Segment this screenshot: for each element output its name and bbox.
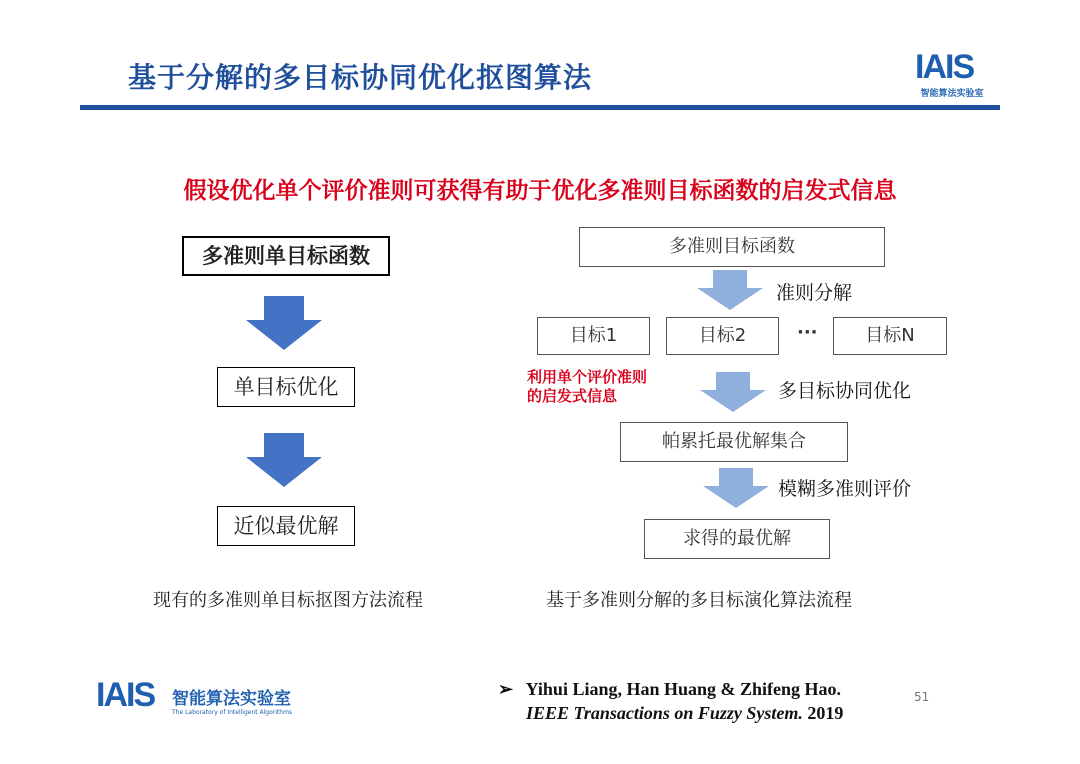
left-node-approximate-optimum: 近似最优解 [217, 506, 355, 546]
page-number: 51 [914, 690, 930, 704]
objectives-ellipsis: ··· [797, 322, 818, 343]
right-caption: 基于多准则分解的多目标演化算法流程 [546, 590, 852, 611]
lab-logo [915, 50, 989, 104]
right-node-multi-criteria-objective: 多准则目标函数 [579, 227, 885, 267]
label-fuzzy-evaluation: 模糊多准则评价 [778, 478, 912, 500]
left-node-multi-criteria-single-objective: 多准则单目标函数 [182, 236, 390, 276]
footer-logo-english: The Laboratory of Intelligent Algorithms [172, 709, 293, 716]
label-multi-objective-cooptimization: 多目标协同优化 [778, 380, 912, 402]
citation-year: 2019 [807, 703, 844, 723]
footer-logo-mark: IAIS [96, 676, 155, 714]
footer-logo [96, 676, 154, 715]
down-arrow-icon [700, 372, 766, 412]
footer-logo-text [172, 684, 292, 716]
left-caption: 现有的多准则单目标抠图方法流程 [153, 590, 423, 611]
headline-hypothesis: 假设优化单个评价准则可获得有助于优化多准则目标函数的启发式信息 [183, 178, 897, 204]
title-rule [80, 105, 1000, 110]
down-arrow-icon [697, 270, 763, 310]
objective-1-box: 目标1 [537, 317, 650, 355]
bullet-icon: ➢ [498, 679, 514, 699]
down-arrow-icon [246, 433, 322, 487]
label-criteria-decomposition: 准则分解 [776, 282, 853, 304]
red-note-heuristic-info: 利用单个评价准则的启发式信息 [527, 368, 648, 405]
down-arrow-icon [703, 468, 769, 508]
objective-2-box: 目标2 [666, 317, 779, 355]
objective-n-box: 目标N [833, 317, 947, 355]
left-node-single-objective-optimization: 单目标优化 [217, 367, 355, 407]
logo-subtitle: 智能算法实验室 [920, 89, 984, 99]
pareto-set-box: 帕累托最优解集合 [620, 422, 848, 462]
slide-title: 基于分解的多目标协同优化抠图算法 [128, 61, 593, 94]
logo-mark: IAIS [915, 48, 974, 86]
footer-logo-name: 智能算法实验室 [172, 689, 291, 709]
citation-journal: IEEE Transactions on Fuzzy System. [526, 703, 803, 723]
citation [498, 677, 843, 725]
citation-authors: Yihui Liang, Han Huang & Zhifeng Hao. [525, 679, 842, 699]
down-arrow-icon [246, 296, 322, 350]
optimal-solution-box: 求得的最优解 [644, 519, 830, 559]
